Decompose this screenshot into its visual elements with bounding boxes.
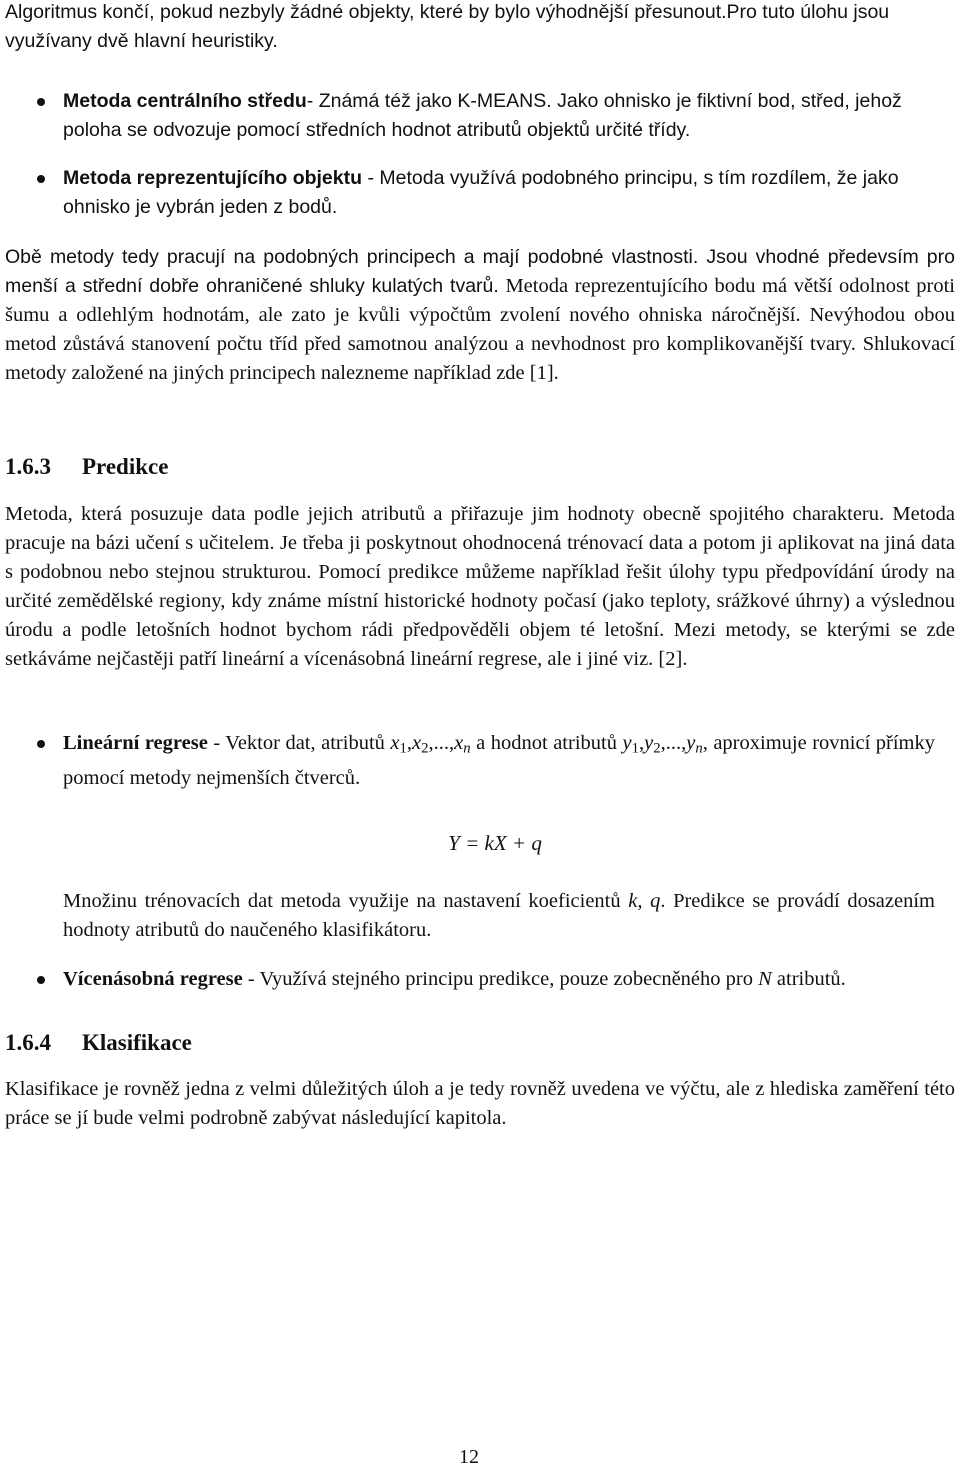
var-y: y bbox=[622, 732, 632, 754]
regression-list-2 bbox=[0, 965, 960, 994]
section-number: 1.6.3 bbox=[5, 454, 51, 479]
summary-serif-text: Metoda reprezentujícího bodu má větší odolnost proti šumu a odlehlým hodnotám, ale zato je kvůli výpočtům zvolení nového ohniska náročnější. Nevýhodou obou metod zůstává stanovení počtu tříd před samotnou analýzou a nevhodnost pro komplikovanější tvary. Shlukovací metody založené na jiných principech nalezneme například zde [1]. bbox=[5, 275, 955, 384]
section-title: Predikce bbox=[82, 454, 169, 479]
term: Lineární regrese bbox=[63, 732, 208, 754]
note-part: Množinu trénovacích dat metoda využije na nastavení koeficientů bbox=[63, 890, 629, 912]
bullet-icon bbox=[37, 98, 45, 106]
section-heading-klasifikace bbox=[5, 1028, 192, 1057]
subscript: 1 bbox=[631, 740, 639, 757]
description: - Metoda využívá podobného principu, s tím rozdílem, že jako ohnisko je vybrán jeden z bodů. bbox=[63, 167, 899, 218]
math-y2 bbox=[644, 732, 661, 757]
list-item bbox=[0, 87, 935, 145]
var-x: x bbox=[454, 732, 464, 754]
list-item bbox=[0, 965, 935, 994]
ellipsis: ,..., bbox=[660, 732, 687, 754]
description: - Vektor dat, atributů bbox=[207, 732, 391, 754]
note-part: . Predikce se provádí dosazením hodnoty atributů do naučeného klasifikátoru. bbox=[63, 890, 935, 941]
regression-note bbox=[0, 887, 960, 945]
note-text bbox=[0, 887, 935, 945]
equation: Y = kX + q bbox=[448, 831, 542, 855]
math-y1 bbox=[622, 732, 639, 757]
var-x: x bbox=[412, 732, 422, 754]
term: Metoda reprezentujícího objektu bbox=[63, 167, 363, 189]
klasifikace-paragraph: Klasifikace je rovněž jedna z velmi důležitých úloh a je tedy rovněž uvedena ve výčtu, ale z hlediska zaměření této práce se jí bude velmi podrobně zabývat následující kapitola. bbox=[5, 1078, 955, 1129]
section-number: 1.6.4 bbox=[5, 1030, 51, 1055]
bullet-icon bbox=[37, 175, 45, 183]
math-yn bbox=[686, 732, 703, 757]
description: a hodnot atributů bbox=[470, 732, 623, 754]
coefficients: k, q bbox=[628, 890, 661, 912]
comma: , bbox=[638, 732, 645, 754]
description: atributů. bbox=[771, 968, 846, 990]
description: - Známá též jako K-MEANS. Jako ohnisko je fiktivní bod, střed, jehož poloha se odvozuje pomocí středních hodnot atributů objektů určité třídy. bbox=[63, 90, 902, 141]
var-x: x bbox=[390, 732, 400, 754]
math-x1 bbox=[390, 732, 407, 757]
description: - Využívá stejného principu predikce, pouze zobecněného pro bbox=[242, 968, 759, 990]
description: , aproximuje rovnicí přímky pomocí metody nejmenších čtverců. bbox=[63, 732, 935, 789]
list-item bbox=[0, 729, 935, 793]
summary-paragraph bbox=[5, 243, 955, 388]
bullet-icon bbox=[37, 740, 45, 748]
subscript: 2 bbox=[653, 740, 661, 757]
regression-list bbox=[0, 729, 960, 793]
heuristics-list bbox=[0, 87, 960, 222]
subscript: 1 bbox=[399, 740, 407, 757]
intro-paragraph: Algoritmus končí, pokud nezbyly žádné objekty, které by bylo výhodnější přesunout.Pro tuto úlohu jsou využívany dvě hlavní heuristiky. bbox=[5, 1, 890, 52]
predikce-paragraph: Metoda, která posuzuje data podle jejich atributů a přiřazuje jim hodnoty obecně spojitého charakteru. Metoda pracuje na bázi učení s učitelem. Je třeba ji poskytnout ohodnocená trénovací data a potom ji aplikovat na jiná data s podobnou nebo stejnou strukturou. Pomocí predikce můžeme například řešit úlohy typu předpovídání úrody na určité zemědělské regiony, kdy známe místní historické hodnoty počasí (jako teploty, srážkové úhrny) a výslednou úrodu a podle letošních hodnot bychom rádi předpověděli objem té letošní. Mezi metody, se kterými se zde setkáváme nejčastěji patří lineární a vícenásobná lineární regrese, ale i jiné viz. [2]. bbox=[5, 503, 955, 670]
subscript: n bbox=[463, 740, 471, 757]
math-x2 bbox=[412, 732, 429, 757]
var-y: y bbox=[686, 732, 696, 754]
ellipsis: ,..., bbox=[428, 732, 455, 754]
term: Metoda centrálního středu bbox=[63, 90, 307, 112]
section-title: Klasifikace bbox=[82, 1030, 192, 1055]
bullet-icon bbox=[37, 976, 45, 984]
page-number: 12 bbox=[459, 1446, 479, 1468]
subscript: n bbox=[695, 740, 703, 757]
comma: , bbox=[406, 732, 413, 754]
var-y: y bbox=[644, 732, 654, 754]
subscript: 2 bbox=[421, 740, 429, 757]
list-item bbox=[0, 164, 935, 222]
summary-sans-text: Obě metody tedy pracují na podobných principech a mají podobné vlastnosti. Jsou vhodné předevsím pro menší a střední dobře ohraničené shluky kulatých tvarů. bbox=[5, 246, 955, 297]
math-xn bbox=[454, 732, 471, 757]
var-n: N bbox=[758, 968, 772, 990]
term: Vícenásobná regrese bbox=[63, 968, 243, 990]
section-heading-predikce bbox=[5, 452, 168, 481]
